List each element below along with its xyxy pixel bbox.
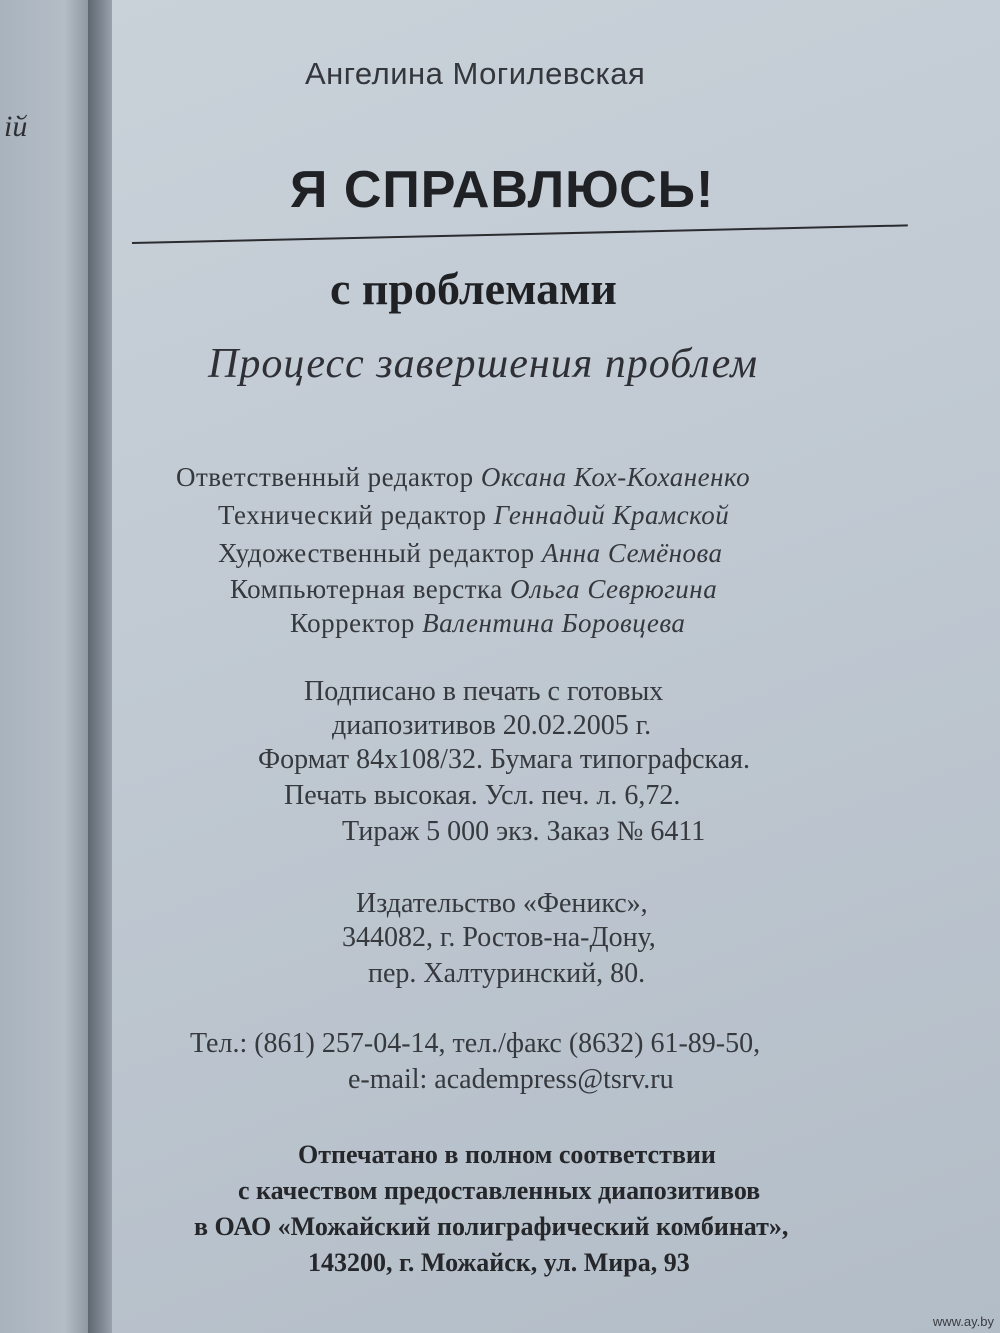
- credit-role: Корректор: [290, 608, 415, 638]
- credit-role: Художественный редактор: [218, 538, 535, 568]
- imprint-line: Подписано в печать с готовых: [304, 676, 664, 707]
- printer-line: 143200, г. Можайск, ул. Мира, 93: [308, 1248, 690, 1277]
- printer-line: Отпечатано в полном соответствии: [298, 1140, 716, 1169]
- credit-name: Валентина Боровцева: [422, 608, 686, 638]
- credit-role: Компьютерная верстка: [230, 574, 503, 604]
- contact-email: e-mail: academpress@tsrv.ru: [348, 1064, 674, 1095]
- watermark: www.ay.by: [932, 1314, 994, 1329]
- imprint-line: Формат 84x108/32. Бумага типографская.: [258, 744, 750, 775]
- book-tagline: Процесс завершения проблем: [208, 341, 758, 387]
- credit-name: Оксана Кох-Коханенко: [480, 462, 751, 492]
- printer-line: в ОАО «Можайский полиграфический комбинат»,: [194, 1212, 789, 1241]
- publisher-line: пер. Халтуринский, 80.: [368, 958, 646, 989]
- book-title: Я СПРАВЛЮСЬ!: [290, 161, 715, 219]
- credit-line: [176, 462, 750, 493]
- imprint-line: Тираж 5 000 экз. Заказ № 6411: [342, 816, 706, 847]
- credit-role: Ответственный редактор: [176, 462, 474, 492]
- contact-phone: Тел.: (861) 257-04-14, тел./факс (8632) 61-89-50,: [190, 1028, 761, 1059]
- credit-role: Технический редактор: [218, 500, 487, 530]
- imprint-line: диапозитивов 20.02.2005 г.: [332, 710, 652, 741]
- credit-name: Анна Семёнова: [541, 538, 723, 568]
- credit-name: Геннадий Крамской: [493, 500, 730, 530]
- left-page-edge-text: ій: [4, 110, 28, 143]
- imprint-page: [112, 0, 1000, 1333]
- printer-line: с качеством предоставленных диапозитивов: [238, 1176, 761, 1205]
- book-subtitle: с проблемами: [330, 263, 617, 314]
- credit-line: [230, 574, 717, 605]
- credit-line: [290, 608, 685, 639]
- publisher-line: Издательство «Феникс»,: [356, 888, 648, 919]
- credit-name: Ольга Севрюгина: [510, 574, 718, 604]
- credit-line: [218, 500, 729, 531]
- left-page: [0, 0, 92, 1333]
- publisher-line: 344082, г. Ростов-на-Дону,: [342, 922, 656, 953]
- title-rule: [132, 224, 908, 244]
- imprint-line: Печать высокая. Усл. печ. л. 6,72.: [284, 780, 681, 811]
- author-name: Ангелина Могилевская: [305, 56, 646, 91]
- credit-line: [218, 538, 723, 569]
